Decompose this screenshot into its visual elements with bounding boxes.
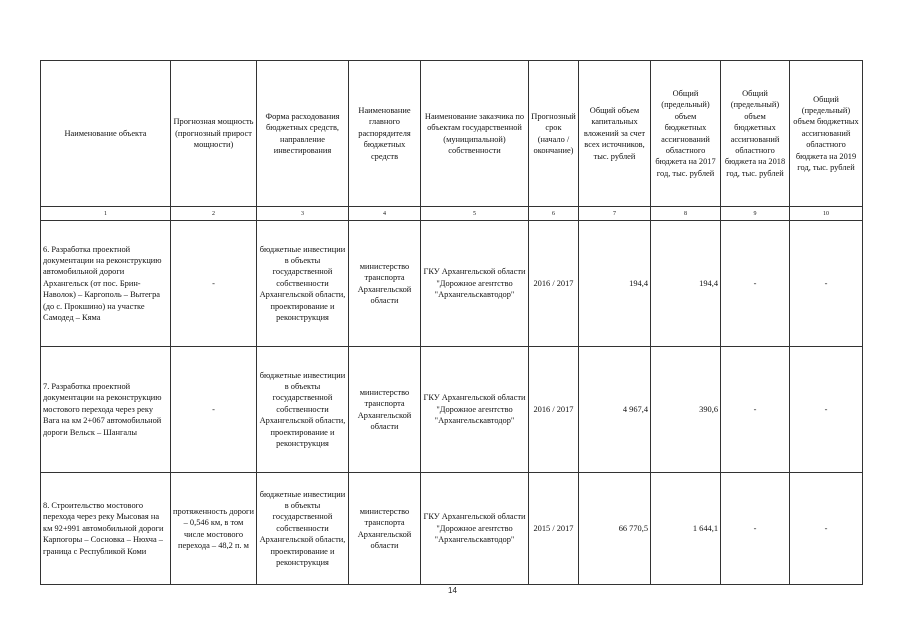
column-number: 3	[257, 207, 349, 221]
header-customer: Наименование заказчика по объектам государственной (муниципальной) собственности	[421, 61, 529, 207]
column-number: 6	[529, 207, 579, 221]
table-row	[41, 473, 863, 585]
capacity: -	[171, 347, 257, 473]
object-name: 7. Разработка проектной документации на реконструкцию мостового перехода через реку Вага на км 2+067 автомобильной дороги Вельск – Шангалы	[41, 347, 171, 473]
column-number: 2	[171, 207, 257, 221]
header-budget-2018: Общий (предельный) объем бюджетных ассигнований областного бюджета на 2018 год, тыс. рублей	[721, 61, 790, 207]
page-number: 14	[448, 586, 457, 595]
spending-form: бюджетные инвестиции в объекты государственной собственности Архангельской области, проектирование и реконструкция	[257, 347, 349, 473]
header-budget-2019: Общий (предельный) объем бюджетных ассигнований областного бюджета на 2019 год, тыс. рублей	[790, 61, 863, 207]
budget-2017: 390,6	[651, 347, 721, 473]
term: 2016 / 2017	[529, 221, 579, 347]
spending-form: бюджетные инвестиции в объекты государственной собственности Архангельской области, проектирование и реконструкция	[257, 473, 349, 585]
budget-2017: 1 644,1	[651, 473, 721, 585]
investment-objects-table	[40, 60, 863, 585]
capacity: протяженность дороги – 0,546 км, в том числе мостового перехода – 48,2 п. м	[171, 473, 257, 585]
header-budget-manager: Наименование главного распорядителя бюджетных средств	[349, 61, 421, 207]
total-investment: 66 770,5	[579, 473, 651, 585]
budget-manager: министерство транспорта Архангельской области	[349, 347, 421, 473]
table-row	[41, 221, 863, 347]
customer: ГКУ Архангельской области "Дорожное агентство "Архангельскавтодор"	[421, 221, 529, 347]
header-term: Прогнозный срок (начало / окончание)	[529, 61, 579, 207]
header-row	[41, 61, 863, 207]
column-number: 10	[790, 207, 863, 221]
column-number: 8	[651, 207, 721, 221]
header-total-investment: Общий объем капитальных вложений за счет всех источников, тыс. рублей	[579, 61, 651, 207]
column-number: 4	[349, 207, 421, 221]
column-number: 9	[721, 207, 790, 221]
customer: ГКУ Архангельской области "Дорожное агентство "Архангельскавтодор"	[421, 473, 529, 585]
budget-2019: -	[790, 221, 863, 347]
budget-manager: министерство транспорта Архангельской области	[349, 221, 421, 347]
budget-2017: 194,4	[651, 221, 721, 347]
column-number: 7	[579, 207, 651, 221]
budget-2019: -	[790, 473, 863, 585]
object-name: 6. Разработка проектной документации на реконструкцию автомобильной дороги Архангельск (от пос. Брин-Наволок) – Каргополь – Вытегра (до с. Прокшино) на участке Самодед – Кяма	[41, 221, 171, 347]
customer: ГКУ Архангельской области "Дорожное агентство "Архангельскавтодор"	[421, 347, 529, 473]
column-number: 1	[41, 207, 171, 221]
header-spending-form: Форма расходования бюджетных средств, направление инвестирования	[257, 61, 349, 207]
header-object-name: Наименование объекта	[41, 61, 171, 207]
budget-2019: -	[790, 347, 863, 473]
term: 2015 / 2017	[529, 473, 579, 585]
header-budget-2017: Общий (предельный) объем бюджетных ассигнований областного бюджета на 2017 год, тыс. рублей	[651, 61, 721, 207]
total-investment: 4 967,4	[579, 347, 651, 473]
capacity: -	[171, 221, 257, 347]
column-number: 5	[421, 207, 529, 221]
spending-form: бюджетные инвестиции в объекты государственной собственности Архангельской области, проектирование и реконструкция	[257, 221, 349, 347]
object-name: 8. Строительство мостового перехода через реку Мысовая на км 92+991 автомобильной дороги Карпогоры – Сосновка – Нюхча – граница с Республикой Коми	[41, 473, 171, 585]
budget-2018: -	[721, 347, 790, 473]
total-investment: 194,4	[579, 221, 651, 347]
header-capacity: Прогнозная мощность (прогнозный прирост мощности)	[171, 61, 257, 207]
term: 2016 / 2017	[529, 347, 579, 473]
column-number-row	[41, 207, 863, 221]
budget-2018: -	[721, 473, 790, 585]
budget-2018: -	[721, 221, 790, 347]
table-row	[41, 347, 863, 473]
budget-manager: министерство транспорта Архангельской области	[349, 473, 421, 585]
